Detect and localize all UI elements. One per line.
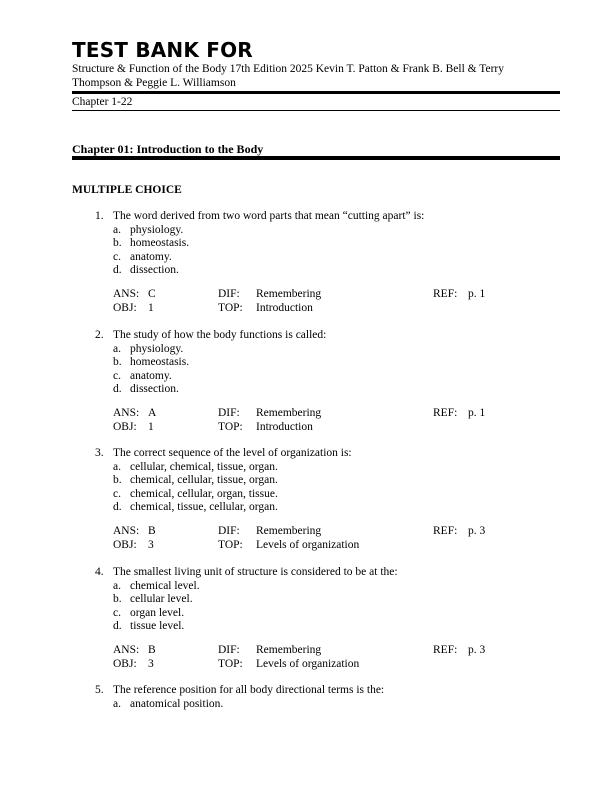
top-value: Levels of organization xyxy=(256,657,360,670)
question-text: The reference position for all body directional terms is the: xyxy=(113,684,385,696)
option-letter: b. xyxy=(113,356,122,369)
question-2 xyxy=(72,329,560,435)
answer-option xyxy=(72,343,560,357)
option-text: physiology. xyxy=(130,223,184,236)
dif-value: Remembering xyxy=(256,524,322,537)
answer-metadata xyxy=(72,525,560,553)
option-letter: a. xyxy=(113,579,121,592)
answer-metadata xyxy=(72,644,560,672)
question-stem xyxy=(72,329,560,343)
question-stem xyxy=(72,684,560,698)
top-label: TOP: xyxy=(218,538,243,551)
option-text: chemical, cellular, organ, tissue. xyxy=(130,487,278,500)
option-letter: c. xyxy=(113,369,121,382)
dif-label: DIF: xyxy=(218,287,240,300)
question-3 xyxy=(72,447,560,553)
dif-value: Remembering xyxy=(256,406,322,419)
option-text: chemical, tissue, cellular, organ. xyxy=(130,501,278,514)
question-number: 1. xyxy=(95,210,104,222)
option-letter: d. xyxy=(113,383,122,396)
chapter-heading: Chapter 01: Introduction to the Body xyxy=(72,142,264,156)
option-letter: c. xyxy=(113,606,121,619)
dif-label: DIF: xyxy=(218,406,240,419)
top-value: Levels of organization xyxy=(256,538,360,551)
test-bank-title: TEST BANK FOR xyxy=(72,38,253,62)
ans-label: ANS: xyxy=(113,524,140,537)
obj-label: OBJ: xyxy=(113,301,137,314)
dif-value: Remembering xyxy=(256,287,322,300)
chapter-rule xyxy=(72,156,560,160)
obj-value: 1 xyxy=(148,301,154,314)
ref-value: p. 3 xyxy=(468,524,486,537)
answer-option xyxy=(72,264,560,278)
answer-option xyxy=(72,593,560,607)
top-value: Introduction xyxy=(256,420,313,433)
dif-label: DIF: xyxy=(218,643,240,656)
option-text: tissue level. xyxy=(130,620,185,633)
question-text: The smallest living unit of structure is considered to be at the: xyxy=(113,566,398,578)
ref-value: p. 3 xyxy=(468,643,486,656)
obj-label: OBJ: xyxy=(113,657,137,670)
ans-value: B xyxy=(148,643,156,656)
question-number: 5. xyxy=(95,684,104,696)
option-letter: d. xyxy=(113,620,122,633)
option-text: homeostasis. xyxy=(130,356,190,369)
option-text: anatomical position. xyxy=(130,697,224,710)
option-text: anatomy. xyxy=(130,250,172,263)
book-subtitle: Structure & Function of the Body 17th Edition 2025 Kevin T. Patton & Frank B. Bell & Terry Thompson & Peggie L. Williamson xyxy=(72,63,505,89)
option-letter: c. xyxy=(113,250,121,263)
question-4 xyxy=(72,566,560,672)
top-label: TOP: xyxy=(218,301,243,314)
ref-label: REF: xyxy=(433,524,458,537)
option-text: chemical level. xyxy=(130,579,200,592)
obj-label: OBJ: xyxy=(113,538,137,551)
answer-metadata xyxy=(72,407,560,435)
obj-label: OBJ: xyxy=(113,420,137,433)
ans-value: C xyxy=(148,287,156,300)
question-number: 2. xyxy=(95,329,104,341)
answer-option xyxy=(72,607,560,621)
option-letter: a. xyxy=(113,697,121,710)
ref-label: REF: xyxy=(433,643,458,656)
option-letter: b. xyxy=(113,237,122,250)
question-text: The word derived from two word parts that mean “cutting apart” is: xyxy=(113,210,425,222)
answer-option xyxy=(72,370,560,384)
dif-label: DIF: xyxy=(218,524,240,537)
option-text: anatomy. xyxy=(130,369,172,382)
answer-option xyxy=(72,237,560,251)
question-stem xyxy=(72,210,560,224)
section-heading: MULTIPLE CHOICE xyxy=(72,184,182,196)
answer-option xyxy=(72,501,560,515)
question-5 xyxy=(72,684,560,711)
option-text: chemical, cellular, tissue, organ. xyxy=(130,474,278,487)
question-stem xyxy=(72,566,560,580)
option-letter: a. xyxy=(113,342,121,355)
top-value: Introduction xyxy=(256,301,313,314)
answer-option xyxy=(72,620,560,634)
option-text: organ level. xyxy=(130,606,185,619)
obj-value: 3 xyxy=(148,657,154,670)
question-stem xyxy=(72,447,560,461)
option-letter: a. xyxy=(113,460,121,473)
answer-metadata xyxy=(72,288,560,316)
option-text: cellular, chemical, tissue, organ. xyxy=(130,460,278,473)
answer-option xyxy=(72,356,560,370)
answer-option xyxy=(72,383,560,397)
question-number: 3. xyxy=(95,447,104,459)
answer-option xyxy=(72,474,560,488)
answer-option xyxy=(72,461,560,475)
answer-option xyxy=(72,251,560,265)
header-rule-thin xyxy=(72,110,560,111)
obj-value: 3 xyxy=(148,538,154,551)
option-letter: a. xyxy=(113,223,121,236)
top-label: TOP: xyxy=(218,657,243,670)
answer-option xyxy=(72,580,560,594)
header-rule-thick xyxy=(72,91,560,94)
option-text: physiology. xyxy=(130,342,184,355)
question-number: 4. xyxy=(95,566,104,578)
ans-label: ANS: xyxy=(113,406,140,419)
top-label: TOP: xyxy=(218,420,243,433)
ans-value: B xyxy=(148,524,156,537)
option-letter: d. xyxy=(113,501,122,514)
ref-label: REF: xyxy=(433,406,458,419)
option-text: dissection. xyxy=(130,383,179,396)
option-letter: b. xyxy=(113,474,122,487)
ref-value: p. 1 xyxy=(468,287,486,300)
ans-label: ANS: xyxy=(113,643,140,656)
answer-option xyxy=(72,698,560,712)
question-1 xyxy=(72,210,560,316)
dif-value: Remembering xyxy=(256,643,322,656)
ref-value: p. 1 xyxy=(468,406,486,419)
option-letter: c. xyxy=(113,487,121,500)
chapter-range: Chapter 1-22 xyxy=(72,96,133,108)
ref-label: REF: xyxy=(433,287,458,300)
option-text: cellular level. xyxy=(130,593,193,606)
ans-label: ANS: xyxy=(113,287,140,300)
option-letter: b. xyxy=(113,593,122,606)
option-letter: d. xyxy=(113,264,122,277)
option-text: dissection. xyxy=(130,264,179,277)
question-text: The study of how the body functions is called: xyxy=(113,329,327,341)
ans-value: A xyxy=(148,406,157,419)
question-text: The correct sequence of the level of organization is: xyxy=(113,447,352,459)
option-text: homeostasis. xyxy=(130,237,190,250)
obj-value: 1 xyxy=(148,420,154,433)
answer-option xyxy=(72,488,560,502)
answer-option xyxy=(72,224,560,238)
